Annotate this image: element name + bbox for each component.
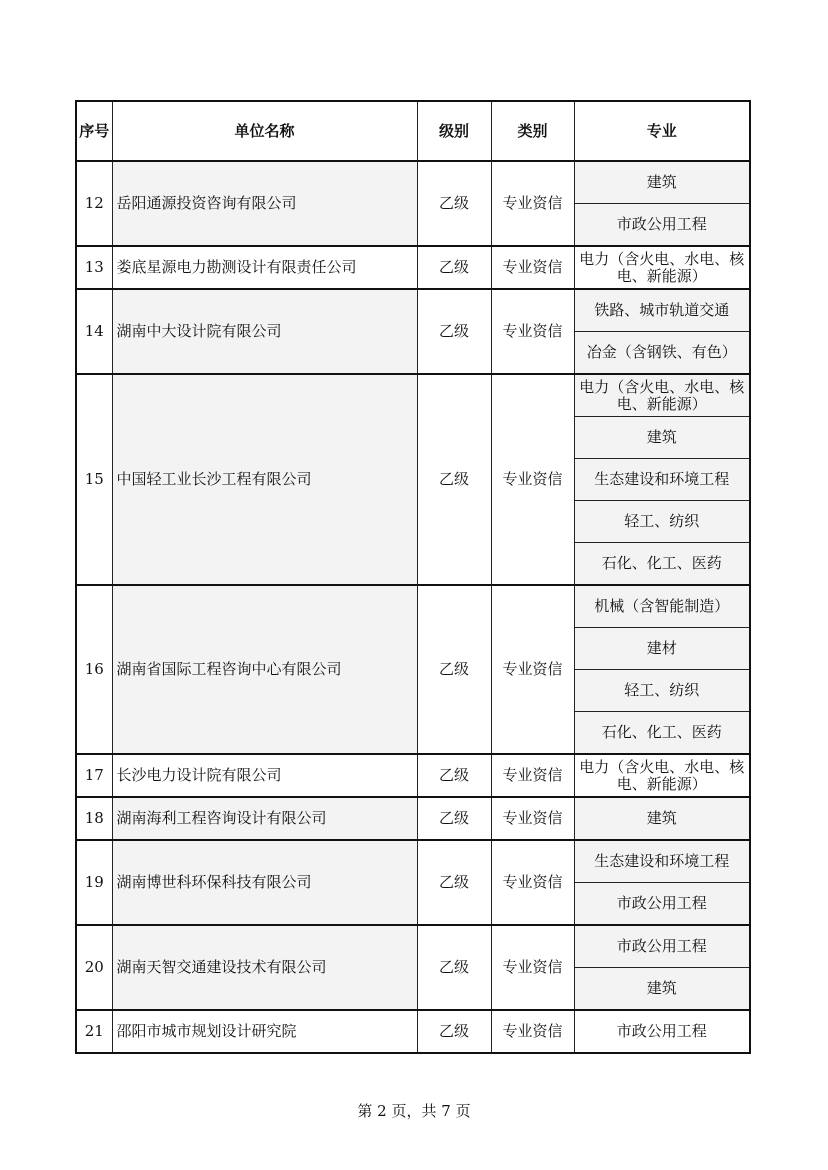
table-body: [76, 161, 750, 1053]
unit-name-cell: 湖南海利工程咨询设计有限公司: [112, 797, 417, 840]
seq-cell: 21: [76, 1010, 112, 1053]
table-row: [76, 797, 750, 840]
specialty-cell: 生态建设和环境工程: [574, 459, 750, 501]
unit-name-cell: 湖南天智交通建设技术有限公司: [112, 925, 417, 1010]
table-row: [76, 754, 750, 797]
table-row: [76, 374, 750, 417]
level-cell: 乙级: [417, 797, 491, 840]
header-level: 级别: [417, 101, 491, 161]
table-row: [76, 161, 750, 204]
category-cell: 专业资信: [491, 161, 574, 246]
specialty-cell: 轻工、纺织: [574, 501, 750, 543]
specialty-cell: 机械（含智能制造）: [574, 585, 750, 628]
specialty-cell: 建筑: [574, 161, 750, 204]
page-footer: 第 2 页，共 7 页: [357, 1102, 471, 1120]
level-cell: 乙级: [417, 374, 491, 585]
specialty-cell: 电力（含火电、水电、核电、新能源）: [574, 754, 750, 797]
level-cell: 乙级: [417, 289, 491, 374]
table-row: [76, 246, 750, 289]
specialty-cell: 市政公用工程: [574, 925, 750, 968]
table-row: [76, 585, 750, 628]
specialty-cell: 电力（含火电、水电、核电、新能源）: [574, 374, 750, 417]
header-category: 类别: [491, 101, 574, 161]
specialty-cell: 生态建设和环境工程: [574, 840, 750, 883]
category-cell: 专业资信: [491, 797, 574, 840]
specialty-cell: 建筑: [574, 417, 750, 459]
specialty-cell: 建筑: [574, 968, 750, 1011]
unit-name-cell: 长沙电力设计院有限公司: [112, 754, 417, 797]
seq-cell: 13: [76, 246, 112, 289]
unit-name-cell: 娄底星源电力勘测设计有限责任公司: [112, 246, 417, 289]
unit-name-cell: 湖南中大设计院有限公司: [112, 289, 417, 374]
seq-cell: 12: [76, 161, 112, 246]
category-cell: 专业资信: [491, 1010, 574, 1053]
table-row: [76, 289, 750, 332]
specialty-cell: 市政公用工程: [574, 1010, 750, 1053]
qualification-table: [75, 100, 751, 1054]
seq-cell: 15: [76, 374, 112, 585]
level-cell: 乙级: [417, 754, 491, 797]
unit-name-cell: 湖南省国际工程咨询中心有限公司: [112, 585, 417, 754]
level-cell: 乙级: [417, 161, 491, 246]
specialty-cell: 建材: [574, 628, 750, 670]
seq-cell: 14: [76, 289, 112, 374]
header-seq: 序号: [76, 101, 112, 161]
unit-name-cell: 邵阳市城市规划设计研究院: [112, 1010, 417, 1053]
table-row: [76, 925, 750, 968]
seq-cell: 18: [76, 797, 112, 840]
specialty-cell: 电力（含火电、水电、核电、新能源）: [574, 246, 750, 289]
seq-cell: 16: [76, 585, 112, 754]
unit-name-cell: 岳阳通源投资咨询有限公司: [112, 161, 417, 246]
specialty-cell: 建筑: [574, 797, 750, 840]
header-specialty: 专业: [574, 101, 750, 161]
unit-name-cell: 中国轻工业长沙工程有限公司: [112, 374, 417, 585]
table-row: [76, 840, 750, 883]
table-header-row: [76, 101, 750, 161]
level-cell: 乙级: [417, 925, 491, 1010]
level-cell: 乙级: [417, 246, 491, 289]
header-name: 单位名称: [112, 101, 417, 161]
specialty-cell: 铁路、城市轨道交通: [574, 289, 750, 332]
seq-cell: 17: [76, 754, 112, 797]
category-cell: 专业资信: [491, 374, 574, 585]
specialty-cell: 石化、化工、医药: [574, 712, 750, 755]
category-cell: 专业资信: [491, 925, 574, 1010]
specialty-cell: 轻工、纺织: [574, 670, 750, 712]
specialty-cell: 石化、化工、医药: [574, 543, 750, 586]
specialty-cell: 市政公用工程: [574, 883, 750, 926]
category-cell: 专业资信: [491, 754, 574, 797]
table-row: [76, 1010, 750, 1053]
level-cell: 乙级: [417, 585, 491, 754]
seq-cell: 19: [76, 840, 112, 925]
category-cell: 专业资信: [491, 585, 574, 754]
specialty-cell: 冶金（含钢铁、有色）: [574, 332, 750, 375]
category-cell: 专业资信: [491, 246, 574, 289]
level-cell: 乙级: [417, 840, 491, 925]
seq-cell: 20: [76, 925, 112, 1010]
category-cell: 专业资信: [491, 289, 574, 374]
category-cell: 专业资信: [491, 840, 574, 925]
unit-name-cell: 湖南博世科环保科技有限公司: [112, 840, 417, 925]
specialty-cell: 市政公用工程: [574, 204, 750, 247]
level-cell: 乙级: [417, 1010, 491, 1053]
